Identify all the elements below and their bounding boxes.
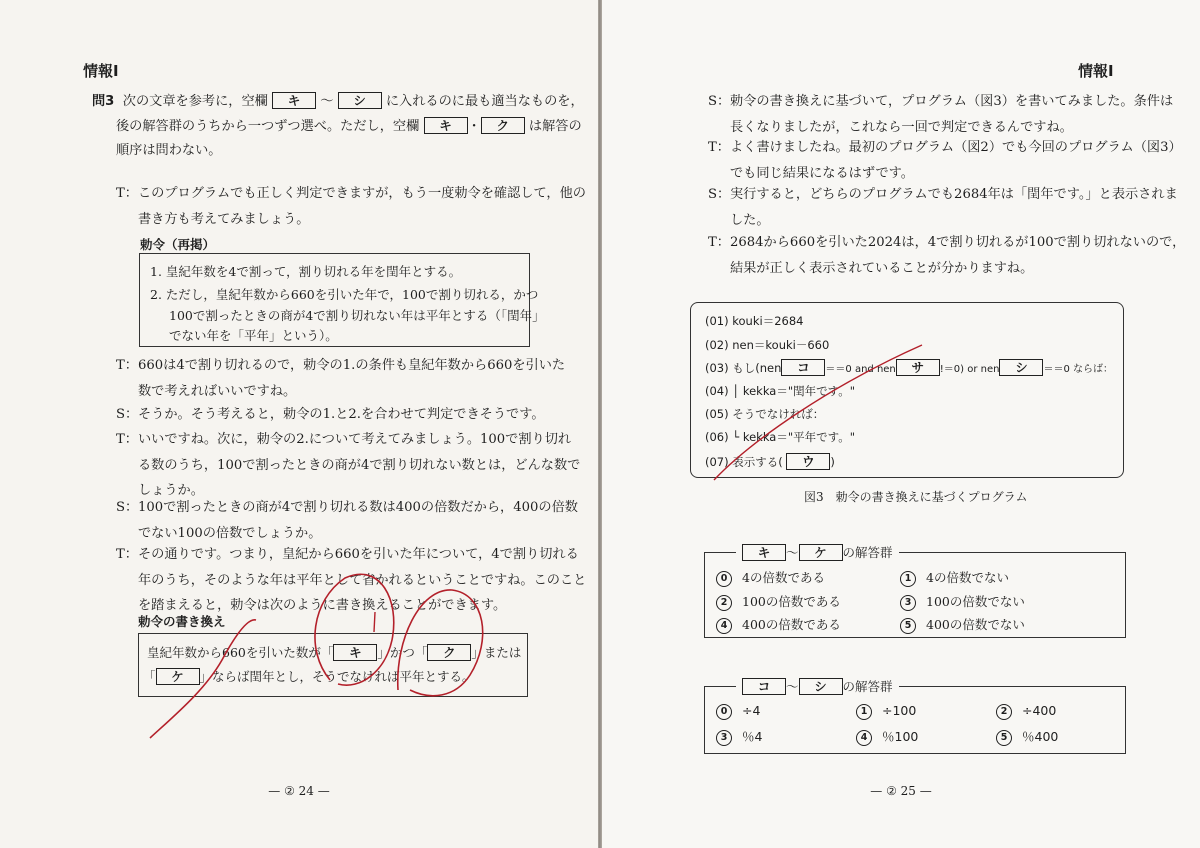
rewrite-box: 皇紀年数から660を引いた数が「 キ 」かつ「 ク 」または 「 ケ 」ならば閏年とし，そうでなければ平年とする。 — [138, 633, 528, 697]
option: 3 ％4 — [716, 727, 762, 746]
page-number-left: — ② 24 — — [268, 784, 330, 798]
rewrite-title: 勅令の書き換え — [138, 614, 226, 629]
speaker: S： — [708, 94, 731, 109]
page-number-right: — ② 25 — — [870, 784, 932, 798]
left-page — [0, 0, 598, 848]
speaker: T： — [116, 547, 138, 562]
option: 0 4の倍数である — [716, 568, 825, 587]
speaker: T： — [708, 140, 730, 155]
page-header-right: 情報Ⅰ — [1078, 62, 1114, 80]
speaker: T： — [116, 186, 138, 201]
option: 5 ％400 — [996, 727, 1058, 746]
option: 5 400の倍数でない — [900, 615, 1025, 634]
dialog-text: このプログラムでも正しく判定できますが，もう一度勅令を確認して，他の 書き方も考えてみましょう。 — [138, 186, 586, 227]
option: 1 ÷100 — [856, 703, 916, 720]
blank-shi: シ — [338, 92, 382, 109]
dialog-text: いいですね。次に，勅令の2.について考えてみましょう。100で割り切れ る数のうち，100で割ったときの商が4で割り切れない数とは，どんな数で しょうか。 — [138, 432, 581, 498]
answer-group-2-title: コ 〜 シ の解答群 — [736, 677, 899, 695]
dialog-text: 100で割ったときの商が4で割り切れる数は400の倍数だから，400の倍数 でない100の倍数でしょうか。 — [138, 500, 578, 541]
speaker: T： — [116, 432, 138, 447]
program-box: (01) kouki＝2684 (02) nen＝kouki－660 (03) もし(nen コ ＝＝0 and nen サ !＝0) or nen シ ＝＝0 ならば： (04) │ kekka＝"閏年です。" (05) そうでなければ： (06) └ kekka＝"平年です。" (07) 表示する( ウ ) — [690, 302, 1124, 478]
option: 4 400の倍数である — [716, 615, 841, 634]
blank-ki: キ — [272, 92, 316, 109]
question-line-1: 問3 次の文章を参考に，空欄 キ 〜 シ に入れるのに最も適当なものを， — [92, 93, 584, 109]
blank-ku-2: ク — [427, 644, 471, 661]
question-line-3: 順序は問わない。 — [116, 143, 222, 158]
blank-ki-3: キ — [333, 644, 377, 661]
option: 0 ÷4 — [716, 703, 760, 720]
right-page — [602, 0, 1200, 848]
speaker: T： — [708, 235, 730, 250]
question-number: 問3 — [92, 94, 115, 109]
blank-ke: ケ — [156, 668, 200, 685]
blank-shi-2: シ — [999, 359, 1043, 376]
blank-ki-2: キ — [424, 117, 468, 134]
rule-title: 勅令（再掲） — [140, 237, 216, 252]
speaker: T： — [116, 358, 138, 373]
dialog-text: よく書けましたね。最初のプログラム（図2）でも今回のプログラム（図3） でも同じ結果になるはずです。 — [730, 140, 1182, 181]
dialog-text: 勅令の書き換えに基づいて，プログラム（図3）を書いてみました。条件は 長くなりましたが，これなら一回で判定できるんですね。 — [730, 94, 1174, 135]
dialog-text: そうか。そう考えると，勅令の1.と2.を合わせて判定できそうです。 — [138, 407, 545, 422]
dialog-text: 実行すると，どちらのプログラムでも2684年は「閏年です。」と表示されま した。 — [730, 187, 1178, 228]
question-line-2: 後の解答群のうちから一つずつ選べ。ただし，空欄 キ ・ ク は解答の — [116, 118, 582, 134]
dialog-text: 2684から660を引いた2024は，4で割り切れるが100で割り切れないので， 結果が正しく表示されていることが分かりますね。 — [730, 235, 1186, 276]
rule-box: 1. 皇紀年数を4で割って，割り切れる年を閏年とする。 2. ただし，皇紀年数から660を引いた年で，100で割り切れる，かつ 100で割ったときの商が4で割り切れない年は平年とする（「閏年」 でない年を「平年」という）。 — [139, 253, 530, 347]
option: 3 100の倍数でない — [900, 592, 1025, 611]
blank-u: ウ — [786, 453, 830, 470]
speaker: S： — [708, 187, 731, 202]
dialog-text: その通りです。つまり，皇紀から660を引いた年について，4で割り切れる 年のうち，そのような年は平年として省かれるということですね。このこと を踏まえると，勅令は次のように書き換えることができます。 — [138, 547, 587, 613]
option: 4 ％100 — [856, 727, 918, 746]
option: 1 4の倍数でない — [900, 568, 1009, 587]
blank-ko: コ — [781, 359, 825, 376]
dialog-text: 660は4で割り切れるので，勅令の1.の条件も皇紀年数から660を引いた 数で考えればいいですね。 — [138, 358, 566, 399]
option: 2 100の倍数である — [716, 592, 841, 611]
speaker: S： — [116, 407, 139, 422]
blank-sa: サ — [896, 359, 940, 376]
blank-ku: ク — [481, 117, 525, 134]
option: 2 ÷400 — [996, 703, 1056, 720]
answer-group-1-title: キ 〜 ケ の解答群 — [736, 543, 899, 561]
page-header-left: 情報Ⅰ — [83, 62, 119, 80]
figure-caption: 図3 勅令の書き換えに基づくプログラム — [804, 490, 1028, 504]
speaker: S： — [116, 500, 139, 515]
